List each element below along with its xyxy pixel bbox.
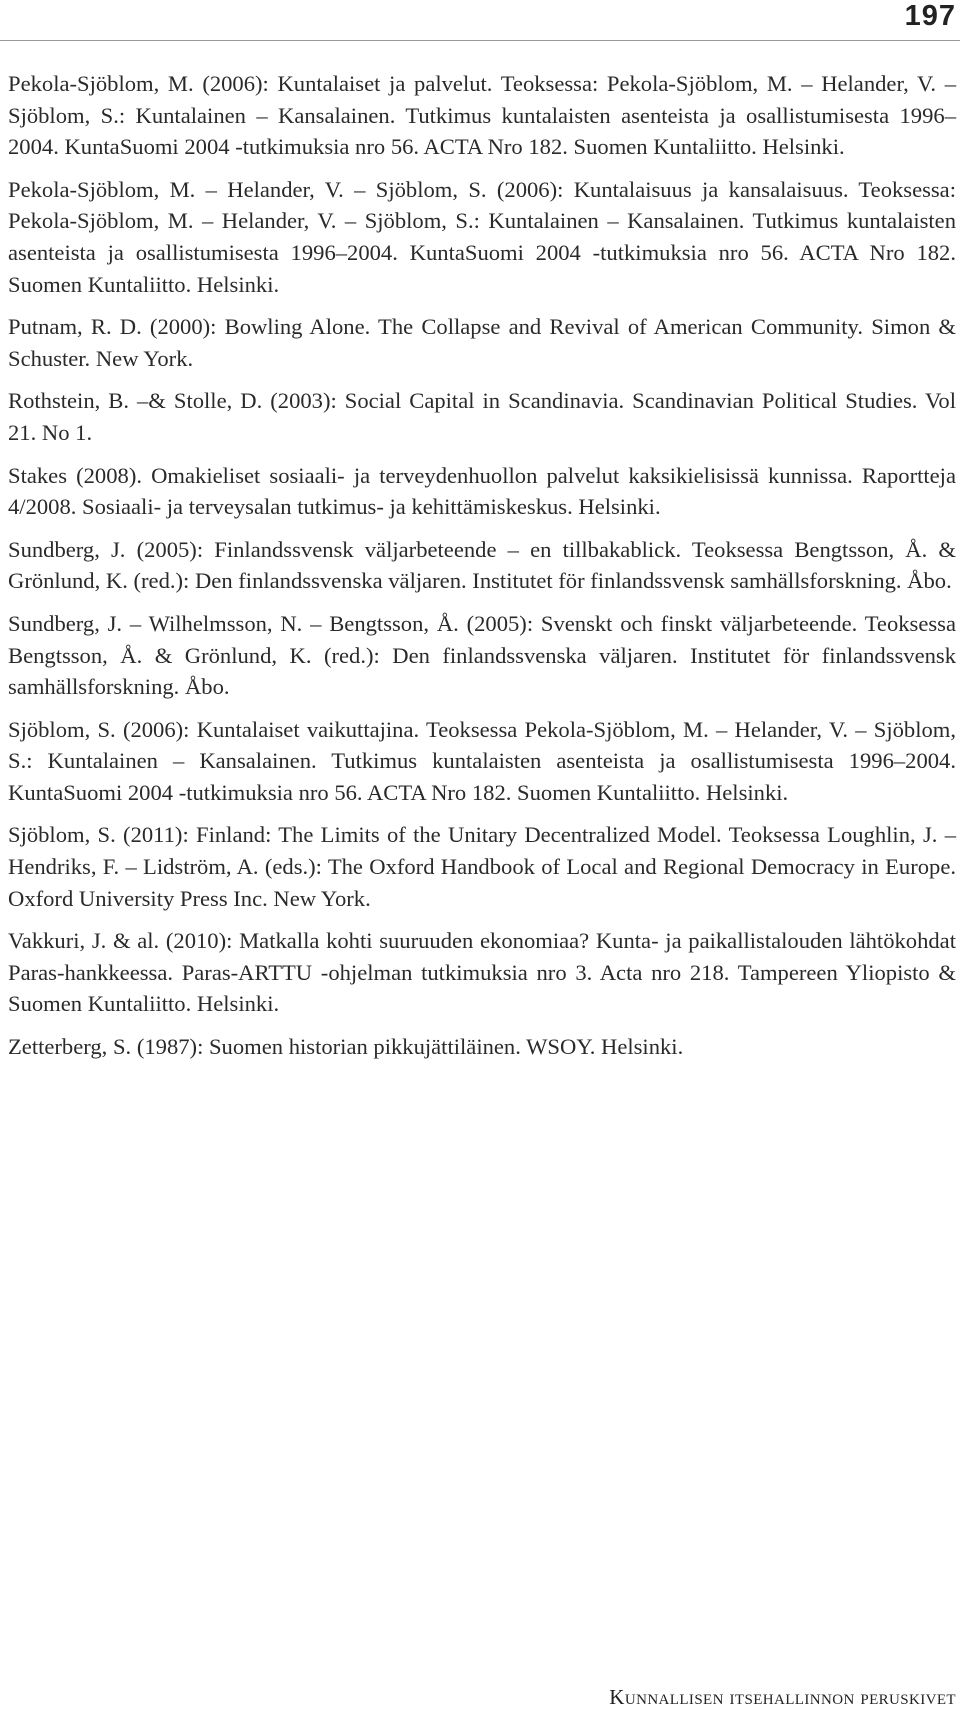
reference-item: Pekola-Sjöblom, M. (2006): Kuntalaiset ja palvelut. Teoksessa: Pekola-Sjöblom, M. – Helander, V. – Sjöblom, S.: Kuntalainen – Kansalainen. Tutkimus kuntalaisten asenteista ja osallistumisesta 1996–2004. KuntaSuomi 2004 -tutkimuksia nro 56. ACTA Nro 182. Suomen Kuntaliitto. Helsinki. (8, 71, 956, 160)
reference-item: Stakes (2008). Omakieliset sosiaali- ja terveydenhuollon palvelut kaksikielisissä kunnissa. Raportteja 4/2008. Sosiaali- ja terveysalan tutkimus- ja kehittämiskeskus. Helsinki. (8, 462, 956, 520)
running-footer: Kunnallisen itsehallinnon peruskivet (609, 1685, 956, 1709)
page-number: 197 (904, 0, 956, 32)
reference-item: Sundberg, J. – Wilhelmsson, N. – Bengtsson, Å. (2005): Svenskt och finskt väljarbeteende. Teoksessa Bengtsson, Å. & Grönlund, K. (red.): Den finlandssvenska väljaren. Institutet för finlandssvensk samhällsforskning. Åbo. (8, 610, 956, 700)
reference-item: Pekola-Sjöblom, M. – Helander, V. – Sjöblom, S. (2006): Kuntalaisuus ja kansalaisuus. Teoksessa: Pekola-Sjöblom, M. – Helander, V. – Sjöblom, S.: Kuntalainen – Kansalainen. Tutkimus kuntalaisten asenteista ja osallistumisesta 1996–2004. KuntaSuomi 2004 -tutkimuksia nro 56. ACTA Nro 182. Suomen Kuntaliitto. Helsinki. (8, 176, 956, 297)
reference-item: Rothstein, B. –& Stolle, D. (2003): Social Capital in Scandinavia. Scandinavian Political Studies. Vol 21. No 1. (8, 388, 956, 445)
reference-item: Sundberg, J. (2005): Finlandssvensk väljarbeteende – en tillbakablick. Teoksessa Bengtsson, Å. & Grönlund, K. (red.): Den finlandssvenska väljaren. Institutet för finlandssvensk samhällsforskning. Åbo. (8, 536, 956, 594)
reference-item: Vakkuri, J. & al. (2010): Matkalla kohti suuruuden ekonomiaa? Kunta- ja paikallistalouden lähtökohdat Paras-hankkeessa. Paras-ARTTU -ohjelman tutkimuksia nro 3. Acta nro 218. Tampereen Yliopisto & Suomen Kuntaliitto. Helsinki. (8, 928, 956, 1017)
reference-list (8, 68, 956, 1074)
reference-item: Putnam, R. D. (2000): Bowling Alone. The Collapse and Revival of American Community. Simon & Schuster. New York. (8, 314, 956, 371)
reference-item: Sjöblom, S. (2006): Kuntalaiset vaikuttajina. Teoksessa Pekola-Sjöblom, M. – Helander, V. – Sjöblom, S.: Kuntalainen – Kansalainen. Tutkimus kuntalaisten asenteista ja osallistumisesta 1996–2004. KuntaSuomi 2004 -tutkimuksia nro 56. ACTA Nro 182. Suomen Kuntaliitto. Helsinki. (8, 716, 956, 805)
reference-item: Zetterberg, S. (1987): Suomen historian pikkujättiläinen. WSOY. Helsinki. (8, 1034, 684, 1060)
header-rule (0, 40, 960, 41)
reference-item: Sjöblom, S. (2011): Finland: The Limits of the Unitary Decentralized Model. Teoksessa Loughlin, J. – Hendriks, F. – Lidström, A. (eds.): The Oxford Handbook of Local and Regional Democracy in Europe. Oxford University Press Inc. New York. (8, 822, 956, 911)
